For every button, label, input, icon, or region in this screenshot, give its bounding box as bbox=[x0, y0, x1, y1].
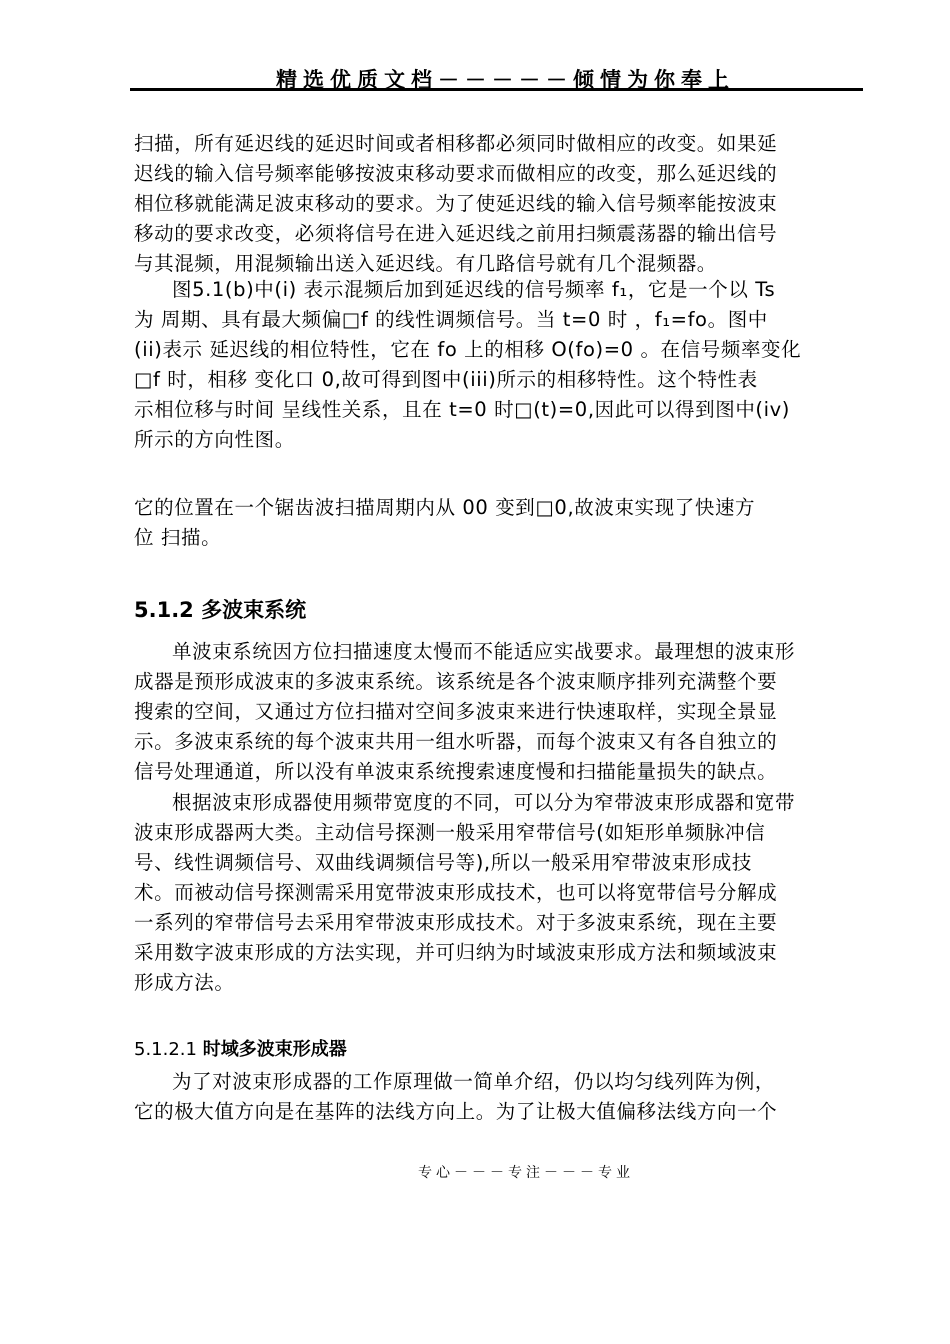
text-line: 所示的方向性图。 bbox=[134, 428, 295, 451]
text-line: 扫描，所有延迟线的延迟时间或者相移都必须同时做相应的改变。如果延 bbox=[134, 132, 778, 155]
text-line: 号、线性调频信号、双曲线调频信号等),所以一般采用窄带波束形成技 bbox=[134, 851, 753, 874]
text-line: 单波束系统因方位扫描速度太慢而不能适应实战要求。最理想的波束形 bbox=[172, 640, 796, 663]
text-line: 搜索的空间，又通过方位扫描对空间多波束来进行快速取样，实现全景显 bbox=[134, 700, 778, 723]
text-line: 它的极大值方向是在基阵的法线方向上。为了让极大值偏移法线方向一个 bbox=[134, 1100, 778, 1123]
text-line: 成器是预形成波束的多波束系统。该系统是各个波束顺序排列充满整个要 bbox=[134, 670, 778, 693]
paragraph-5 bbox=[134, 788, 854, 998]
page-footer: 专心－－－专注－－－专业 bbox=[418, 1165, 634, 1181]
text-line: 与其混频，用混频输出送入延迟线。有几路信号就有几个混频器。 bbox=[134, 252, 717, 275]
header-rule bbox=[130, 88, 863, 91]
paragraph-1 bbox=[134, 129, 854, 279]
text-line: 为了对波束形成器的工作原理做一简单介绍，仍以均匀线列阵为例， bbox=[172, 1070, 776, 1093]
text-line: 为 周期、具有最大频偏□f 的线性调频信号。当 t=0 时 ，f₁=fo。图中 bbox=[134, 308, 768, 331]
paragraph-4 bbox=[134, 637, 854, 787]
text-line: 示。多波束系统的每个波束共用一组水听器，而每个波束又有各自独立的 bbox=[134, 730, 778, 753]
paragraph-3 bbox=[134, 493, 854, 553]
text-line: 示相位移与时间 呈线性关系，且在 t=0 时□(t)=0,因此可以得到图中(iv) bbox=[134, 398, 790, 421]
text-line: 形成方法。 bbox=[134, 971, 235, 994]
text-line: 根据波束形成器使用频带宽度的不同，可以分为窄带波束形成器和宽带 bbox=[172, 791, 796, 814]
text-line: 一系列的窄带信号去采用窄带波束形成技术。对于多波束系统，现在主要 bbox=[134, 911, 778, 934]
paragraph-2 bbox=[134, 275, 854, 455]
text-line: 波束形成器两大类。主动信号探测一般采用窄带信号(如矩形单频脉冲信 bbox=[134, 821, 766, 844]
text-line: 术。而被动信号探测需采用宽带波束形成技术，也可以将宽带信号分解成 bbox=[134, 881, 778, 904]
section-heading: 5.1.2 多波束系统 bbox=[134, 598, 307, 622]
text-line: 信号处理通道，所以没有单波束系统搜索速度慢和扫描能量损失的缺点。 bbox=[134, 760, 778, 783]
text-line: 移动的要求改变，必须将信号在进入延迟线之前用扫频震荡器的输出信号 bbox=[134, 222, 778, 245]
text-line: 位 扫描。 bbox=[134, 526, 222, 549]
subsection-number: 5.1.2.1 bbox=[134, 1039, 197, 1060]
page-header: 精选优质文档－－－－－倾情为你奉上 bbox=[276, 68, 735, 92]
text-line: 它的位置在一个锯齿波扫描周期内从 00 变到□0,故波束实现了快速方 bbox=[134, 496, 756, 519]
text-line: 迟线的输入信号频率能够按波束移动要求而做相应的改变，那么延迟线的 bbox=[134, 162, 778, 185]
text-line: 相位移就能满足波束移动的要求。为了使延迟线的输入信号频率能按波束 bbox=[134, 192, 778, 215]
subsection-heading bbox=[134, 1035, 347, 1061]
text-line: (ii)表示 延迟线的相位特性，它在 fo 上的相移 O(fo)=0 。在信号频率变化 bbox=[134, 338, 802, 361]
text-line: □f 时，相移 变化口 0,故可得到图中(iii)所示的相移特性。这个特性表 bbox=[134, 368, 758, 391]
text-line: 图5.1(b)中(i) 表示混频后加到延迟线的信号频率 f₁，它是一个以 Ts bbox=[172, 278, 776, 301]
paragraph-6 bbox=[134, 1067, 854, 1127]
text-line: 采用数字波束形成的方法实现，并可归纳为时域波束形成方法和频域波束 bbox=[134, 941, 778, 964]
subsection-title: 时域多波束形成器 bbox=[202, 1039, 347, 1060]
